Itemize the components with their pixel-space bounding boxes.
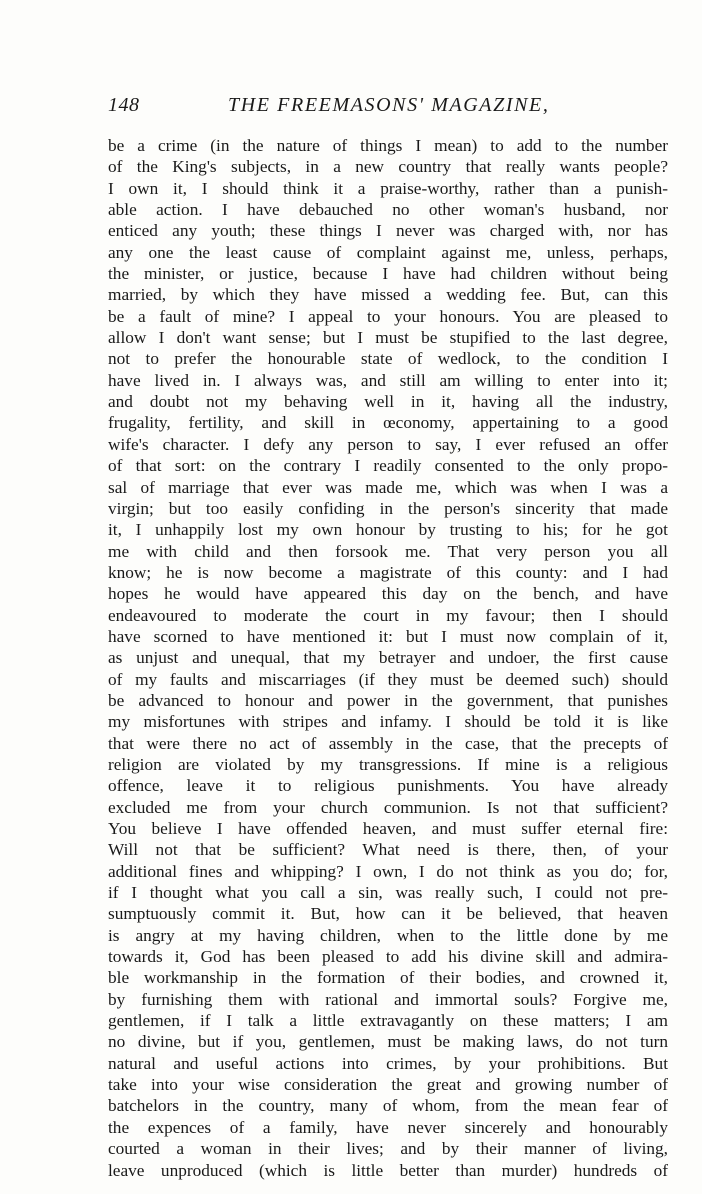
text-line: have scorned to have mentioned it: but I must now complain of it, (108, 626, 668, 646)
text-line: that were there no act of assembly in the case, that the precepts of (108, 733, 668, 753)
text-line: ble workmanship in the formation of their bodies, and crowned it, (108, 968, 668, 988)
text-line: frugality, fertility, and skill in œconomy, appertaining to a good (108, 413, 668, 433)
text-line: the expences of a family, have never sincerely and honourably (108, 1117, 668, 1137)
text-line: not to prefer the honourable state of wedlock, to the condition I (108, 349, 668, 369)
text-line: of that sort: on the contrary I readily consented to the only propo- (108, 456, 668, 476)
text-line: sal of marriage that ever was made me, which was when I was a (108, 477, 668, 497)
text-line: of my faults and miscarriages (if they must be deemed such) should (108, 669, 668, 689)
text-line: be a fault of mine? I appeal to your honours. You are pleased to (108, 306, 668, 326)
text-line: as unjust and unequal, that my betrayer and undoer, the first cause (108, 648, 668, 668)
text-line: me with child and then forsook me. That very person you all (108, 541, 668, 561)
text-line: offence, leave it to religious punishments. You have already (108, 776, 668, 796)
text-line: virgin; but too easily confiding in the person's sincerity that made (108, 498, 668, 518)
text-line: natural and useful actions into crimes, by your prohibitions. But (108, 1053, 668, 1073)
text-line: any one the least cause of complaint against me, unless, perhaps, (108, 242, 668, 262)
text-line: is angry at my having children, when to the little done by me (108, 925, 668, 945)
text-line: it, I unhappily lost my own honour by trusting to his; for he got (108, 520, 668, 540)
text-line: be advanced to honour and power in the government, that punishes (108, 690, 668, 710)
text-line: wife's character. I defy any person to say, I ever refused an offer (108, 434, 668, 454)
text-line: and doubt not my behaving well in it, having all the industry, (108, 392, 668, 412)
text-line: have lived in. I always was, and still am willing to enter into it; (108, 370, 668, 390)
text-line: be a crime (in the nature of things I mean) to add to the number (108, 136, 668, 155)
text-line: my misfortunes with stripes and infamy. I should be told it is like (108, 712, 668, 732)
page-header (108, 94, 670, 124)
text-line: Will not that be sufficient? What need is there, then, of your (108, 840, 668, 860)
body-text (108, 135, 668, 1181)
text-line: I own it, I should think it a praise-worthy, rather than a punish- (108, 178, 668, 198)
page-number: 148 (108, 94, 140, 116)
text-line: take into your wise consideration the great and growing number of (108, 1075, 668, 1095)
text-line: the minister, or justice, because I have had children without being (108, 264, 668, 284)
text-line: no divine, but if you, gentlemen, must be making laws, do not turn (108, 1032, 668, 1052)
text-line: You believe I have offended heaven, and must suffer eternal fire: (108, 819, 668, 838)
running-title: THE FREEMASONS' MAGAZINE, (228, 94, 550, 116)
text-line: if I thought what you call a sin, was really such, I could not pre- (108, 883, 668, 903)
text-line: of the King's subjects, in a new country that really wants people? (108, 157, 668, 177)
text-line: know; he is now become a magistrate of this county: and I had (108, 562, 668, 582)
text-line: courted a woman in their lives; and by their manner of living, (108, 1139, 668, 1159)
text-line: hopes he would have appeared this day on the bench, and have (108, 584, 668, 604)
text-line: towards it, God has been pleased to add his divine skill and admira- (108, 947, 668, 967)
text-line: endeavoured to moderate the court in my favour; then I should (108, 605, 668, 625)
text-line: batchelors in the country, many of whom, from the mean fear of (108, 1096, 668, 1116)
text-line: leave unproduced (which is little better than murder) hundreds of (108, 1160, 668, 1180)
text-line: religion are violated by my transgressions. If mine is a religious (108, 754, 668, 774)
text-line: by furnishing them with rational and immortal souls? Forgive me, (108, 989, 668, 1009)
text-line: allow I don't want sense; but I must be stupified to the last degree, (108, 328, 668, 348)
text-line: married, by which they have missed a wedding fee. But, can this (108, 285, 668, 305)
text-line: sumptuously commit it. But, how can it be believed, that heaven (108, 904, 668, 924)
text-line: enticed any youth; these things I never was charged with, nor has (108, 221, 668, 241)
text-line: excluded me from your church communion. Is not that sufficient? (108, 797, 668, 817)
text-line: additional fines and whipping? I own, I do not think as you do; for, (108, 861, 668, 881)
text-line: able action. I have debauched no other woman's husband, nor (108, 200, 668, 220)
text-line: gentlemen, if I talk a little extravagantly on these matters; I am (108, 1011, 668, 1031)
